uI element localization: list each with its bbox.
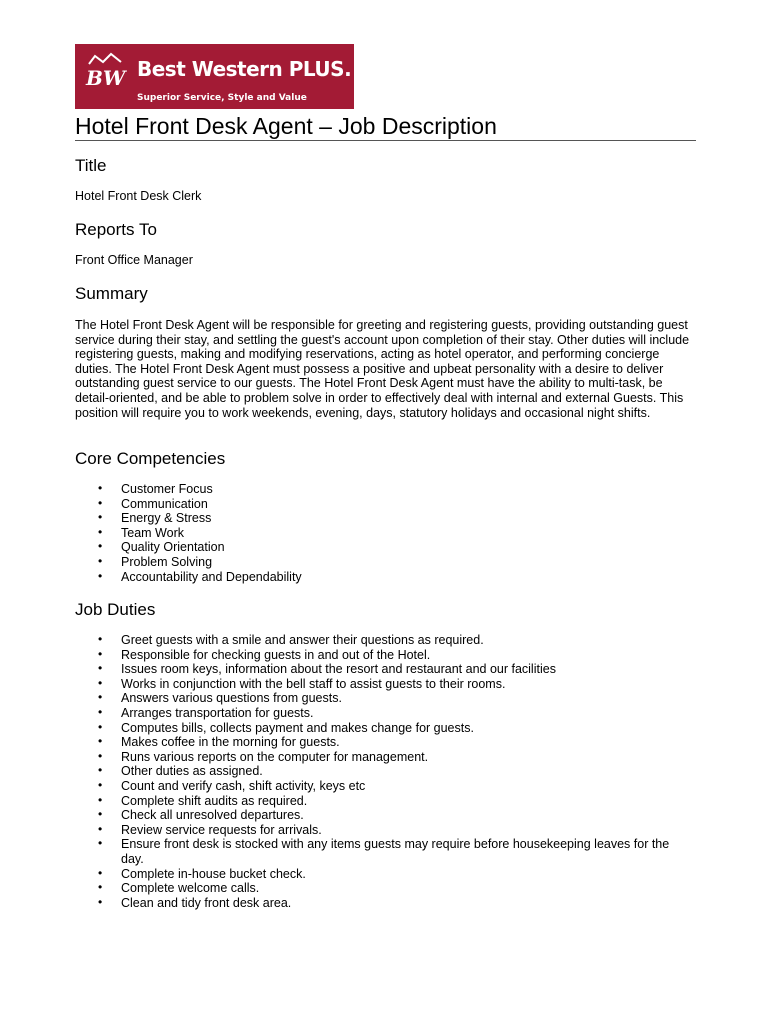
list-item-text: Problem Solving bbox=[121, 554, 213, 569]
section-heading-summary: Summary bbox=[75, 284, 148, 303]
bullet-icon: • bbox=[98, 719, 103, 734]
bullet-icon: • bbox=[98, 675, 103, 690]
list-item-text: Works in conjunction with the bell staff to assist guests to their rooms. bbox=[121, 676, 506, 691]
list-item bbox=[75, 794, 675, 809]
list-item-text: Energy & Stress bbox=[121, 511, 212, 526]
list-item-text: Team Work bbox=[121, 525, 184, 540]
bullet-icon: • bbox=[98, 748, 103, 763]
list-item bbox=[75, 555, 675, 570]
list-item bbox=[75, 750, 675, 765]
list-item bbox=[75, 570, 675, 585]
bullet-icon: • bbox=[98, 807, 103, 822]
list-item bbox=[75, 482, 675, 497]
bw-crown-icon bbox=[83, 52, 127, 92]
bullet-icon: • bbox=[98, 836, 103, 851]
list-item-text: Ensure front desk is stocked with any items guests may require before housekeeping leaves for the day. bbox=[121, 837, 670, 866]
core-competencies-list bbox=[75, 482, 675, 584]
bullet-icon: • bbox=[98, 481, 103, 495]
bullet-icon: • bbox=[98, 690, 103, 705]
bullet-icon: • bbox=[98, 568, 103, 583]
list-item-text: Clean and tidy front desk area. bbox=[121, 895, 292, 910]
list-item-text: Greet guests with a smile and answer their questions as required. bbox=[121, 633, 484, 647]
list-item bbox=[75, 677, 675, 692]
list-item-text: Other duties as assigned. bbox=[121, 764, 263, 779]
bullet-icon: • bbox=[98, 524, 103, 539]
svg-text:BW: BW bbox=[86, 66, 126, 90]
bullet-icon: • bbox=[98, 632, 103, 646]
list-item bbox=[75, 706, 675, 721]
list-item-text: Complete shift audits as required. bbox=[121, 793, 308, 808]
bullet-icon: • bbox=[98, 661, 103, 676]
bullet-icon: • bbox=[98, 894, 103, 909]
bullet-icon: • bbox=[98, 777, 103, 792]
section-heading-job-duties: Job Duties bbox=[75, 600, 156, 619]
bullet-icon: • bbox=[98, 763, 103, 778]
list-item-text: Quality Orientation bbox=[121, 540, 225, 555]
bullet-icon: • bbox=[98, 495, 103, 510]
title-text: Hotel Front Desk Clerk bbox=[75, 189, 202, 203]
bullet-icon: • bbox=[98, 865, 103, 880]
list-item bbox=[75, 662, 675, 677]
list-item-text: Customer Focus bbox=[121, 482, 213, 496]
document-title: Hotel Front Desk Agent – Job Description bbox=[75, 113, 497, 139]
list-item-text: Accountability and Dependability bbox=[121, 569, 302, 584]
list-item bbox=[75, 648, 675, 663]
list-item-text: Issues room keys, information about the resort and restaurant and our facilities bbox=[121, 662, 556, 677]
logo-brand-name: Best Western PLUS. bbox=[137, 57, 352, 81]
list-item-text: Runs various reports on the computer for management. bbox=[121, 749, 429, 764]
bullet-icon: • bbox=[98, 646, 103, 661]
list-item bbox=[75, 691, 675, 706]
section-heading-reports-to: Reports To bbox=[75, 220, 157, 239]
list-item bbox=[75, 511, 675, 526]
list-item-text: Responsible for checking guests in and out of the Hotel. bbox=[121, 647, 431, 662]
list-item bbox=[75, 735, 675, 750]
list-item bbox=[75, 497, 675, 512]
list-item bbox=[75, 837, 675, 866]
logo-tagline: Superior Service, Style and Value bbox=[137, 93, 307, 103]
list-item-text: Answers various questions from guests. bbox=[121, 691, 342, 706]
list-item bbox=[75, 721, 675, 736]
list-item-text: Count and verify cash, shift activity, keys etc bbox=[121, 778, 366, 793]
bullet-icon: • bbox=[98, 553, 103, 568]
bullet-icon: • bbox=[98, 792, 103, 807]
list-item bbox=[75, 633, 675, 648]
list-item-text: Complete welcome calls. bbox=[121, 881, 260, 896]
list-item-text: Computes bills, collects payment and makes change for guests. bbox=[121, 720, 474, 735]
list-item bbox=[75, 540, 675, 555]
list-item-text: Review service requests for arrivals. bbox=[121, 822, 322, 837]
list-item bbox=[75, 823, 675, 838]
list-item bbox=[75, 526, 675, 541]
list-item-text: Arranges transportation for guests. bbox=[121, 705, 314, 720]
bullet-icon: • bbox=[98, 704, 103, 719]
bullet-icon: • bbox=[98, 821, 103, 836]
bullet-icon: • bbox=[98, 734, 103, 749]
list-item-text: Makes coffee in the morning for guests. bbox=[121, 735, 340, 750]
summary-text: The Hotel Front Desk Agent will be responsible for greeting and registering guests, providing outstanding guest service during their stay, and settling the guest's account upon completion of their stay. Other duties will include registering guests, making and modifying reservations, acting as hotel operator, and performing concierge duties. The Hotel Front Desk Agent must possess a positive and upbeat personality with a desire to deliver outstanding guest service to our guests. The Hotel Front Desk Agent must have the ability to multi-task, be detail-oriented, and be able to problem solve in order to effectively deal with internal and external Guests. This position will require you to work weekends, evening, days, statutory holidays and occasional night shifts. bbox=[75, 318, 690, 420]
section-heading-core-competencies: Core Competencies bbox=[75, 449, 226, 468]
list-item-text: Complete in-house bucket check. bbox=[121, 866, 306, 881]
bullet-icon: • bbox=[98, 510, 103, 525]
list-item bbox=[75, 867, 675, 882]
list-item-text: Check all unresolved departures. bbox=[121, 808, 304, 823]
list-item bbox=[75, 764, 675, 779]
bullet-icon: • bbox=[98, 539, 103, 554]
job-duties-list bbox=[75, 633, 675, 910]
reports-to-text: Front Office Manager bbox=[75, 253, 193, 267]
list-item-text: Communication bbox=[121, 496, 208, 511]
list-item bbox=[75, 808, 675, 823]
list-item bbox=[75, 881, 675, 896]
bullet-icon: • bbox=[98, 880, 103, 895]
best-western-plus-logo bbox=[75, 44, 354, 109]
section-heading-title: Title bbox=[75, 156, 107, 175]
title-divider bbox=[75, 140, 696, 141]
list-item bbox=[75, 779, 675, 794]
list-item bbox=[75, 896, 675, 911]
